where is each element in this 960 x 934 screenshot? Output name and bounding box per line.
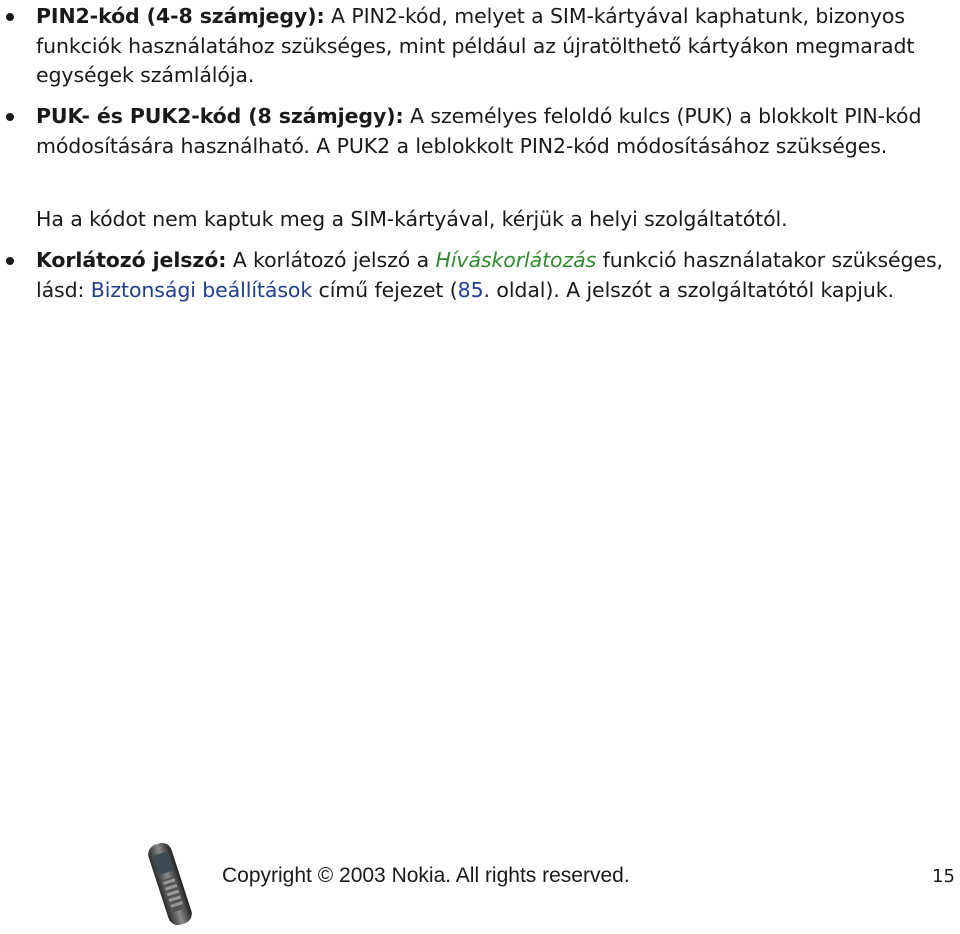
security-settings-link[interactable]: Biztonsági beállítások	[90, 277, 313, 302]
bullet-icon	[6, 257, 14, 265]
phone-illustration	[140, 838, 200, 930]
desc-pin2: A PIN2-kód, melyet a SIM-kártyával kaphatunk, bizonyos funkciók használatához szükséges, mint például az újratölthető kártyákon megmaradt egységek számlálója.	[36, 4, 915, 87]
page-number: 15	[932, 866, 955, 887]
desc-barring-d: . oldal). A jelszót a szolgáltatótól kapjuk.	[483, 277, 894, 302]
call-barring-ref: Híváskorlátozás	[435, 248, 597, 272]
term-pin2: PIN2-kód (4-8 számjegy):	[36, 4, 325, 28]
bullet-icon	[6, 13, 14, 21]
desc-barring-a: A korlátozó jelszó a	[226, 248, 436, 272]
term-puk: PUK- és PUK2-kód (8 számjegy):	[36, 104, 404, 128]
list-item-pin2	[36, 2, 946, 91]
bullet-icon	[6, 113, 14, 121]
copyright-notice: Copyright © 2003 Nokia. All rights reserved.	[222, 864, 630, 887]
desc-puk: A személyes feloldó kulcs (PUK) a blokkolt PIN-kód módosítására használható. A PUK2 a leblokkolt PIN2-kód módosításához szükséges.	[36, 104, 922, 158]
note-paragraph	[36, 205, 946, 235]
page-ref-link[interactable]: 85	[457, 277, 484, 302]
term-barring: Korlátozó jelszó:	[36, 248, 227, 272]
list-item-barring	[36, 246, 946, 305]
desc-barring-c: című fejezet (	[312, 277, 458, 302]
desc-barring-b: funkció használatakor szükséges, lásd:	[36, 248, 943, 302]
note-text: Ha a kódot nem kaptuk meg a SIM-kártyával, kérjük a helyi szolgáltatótól.	[36, 207, 788, 231]
phone-image	[140, 838, 200, 934]
list-item-puk	[36, 102, 946, 161]
